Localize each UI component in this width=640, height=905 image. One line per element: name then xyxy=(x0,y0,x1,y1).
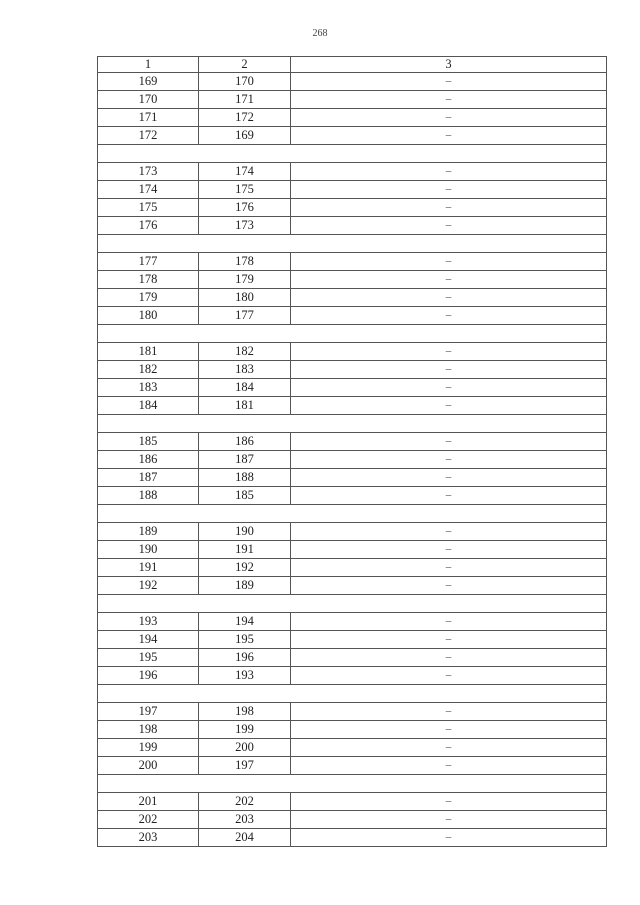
table-cell-col-3: – xyxy=(291,739,607,757)
table-cell-col-2: 190 xyxy=(199,523,291,541)
table-row xyxy=(98,307,607,325)
table-cell-col-3: – xyxy=(291,721,607,739)
column-header-2: 2 xyxy=(199,57,291,73)
table-cell-col-2: 179 xyxy=(199,271,291,289)
table-cell-col-2: 183 xyxy=(199,361,291,379)
table-cell-col-1: 192 xyxy=(98,577,199,595)
table-cell-col-2: 177 xyxy=(199,307,291,325)
table-cell-col-3: – xyxy=(291,541,607,559)
table-cell-col-1: 201 xyxy=(98,793,199,811)
table-row xyxy=(98,91,607,109)
table-cell-col-3: – xyxy=(291,379,607,397)
table-row xyxy=(98,631,607,649)
table-cell-col-2: 180 xyxy=(199,289,291,307)
table-cell-col-2: 186 xyxy=(199,433,291,451)
table-cell-col-3: – xyxy=(291,343,607,361)
table-cell-col-2: 185 xyxy=(199,487,291,505)
group-separator-cell xyxy=(98,775,607,793)
table-row xyxy=(98,73,607,91)
group-separator-row xyxy=(98,685,607,703)
table-cell-col-1: 176 xyxy=(98,217,199,235)
table-cell-col-2: 199 xyxy=(199,721,291,739)
table-cell-col-3: – xyxy=(291,829,607,847)
table-cell-col-2: 189 xyxy=(199,577,291,595)
table-cell-col-3: – xyxy=(291,433,607,451)
table-cell-col-1: 198 xyxy=(98,721,199,739)
table-row xyxy=(98,487,607,505)
data-table xyxy=(97,56,607,847)
table-cell-col-3: – xyxy=(291,73,607,91)
table-cell-col-1: 193 xyxy=(98,613,199,631)
table-cell-col-3: – xyxy=(291,667,607,685)
table-cell-col-3: – xyxy=(291,703,607,721)
group-separator-row xyxy=(98,235,607,253)
page-number: 268 xyxy=(312,28,328,39)
table-cell-col-1: 186 xyxy=(98,451,199,469)
table-cell-col-3: – xyxy=(291,757,607,775)
table-cell-col-2: 172 xyxy=(199,109,291,127)
table-cell-col-1: 194 xyxy=(98,631,199,649)
table-cell-col-2: 171 xyxy=(199,91,291,109)
table-cell-col-2: 188 xyxy=(199,469,291,487)
table-cell-col-1: 183 xyxy=(98,379,199,397)
table-cell-col-1: 200 xyxy=(98,757,199,775)
table-cell-col-2: 202 xyxy=(199,793,291,811)
table-row xyxy=(98,793,607,811)
table-cell-col-3: – xyxy=(291,613,607,631)
table-row xyxy=(98,361,607,379)
table-cell-col-1: 178 xyxy=(98,271,199,289)
group-separator-cell xyxy=(98,505,607,523)
table-row xyxy=(98,433,607,451)
table-row xyxy=(98,829,607,847)
table-cell-col-2: 203 xyxy=(199,811,291,829)
table-row xyxy=(98,811,607,829)
table-cell-col-2: 196 xyxy=(199,649,291,667)
table-cell-col-3: – xyxy=(291,307,607,325)
table-cell-col-1: 187 xyxy=(98,469,199,487)
table-cell-col-1: 172 xyxy=(98,127,199,145)
table-cell-col-2: 182 xyxy=(199,343,291,361)
table-row xyxy=(98,739,607,757)
table-cell-col-1: 175 xyxy=(98,199,199,217)
table-cell-col-3: – xyxy=(291,253,607,271)
table-cell-col-1: 196 xyxy=(98,667,199,685)
table-row xyxy=(98,253,607,271)
table-cell-col-3: – xyxy=(291,811,607,829)
table-row xyxy=(98,469,607,487)
table-cell-col-3: – xyxy=(291,559,607,577)
table-cell-col-2: 176 xyxy=(199,199,291,217)
group-separator-cell xyxy=(98,235,607,253)
table-cell-col-3: – xyxy=(291,181,607,199)
table-cell-col-2: 193 xyxy=(199,667,291,685)
table-row xyxy=(98,181,607,199)
column-header-1: 1 xyxy=(98,57,199,73)
table-cell-col-1: 169 xyxy=(98,73,199,91)
table-cell-col-1: 189 xyxy=(98,523,199,541)
table-cell-col-1: 190 xyxy=(98,541,199,559)
table-cell-col-2: 191 xyxy=(199,541,291,559)
table-cell-col-1: 184 xyxy=(98,397,199,415)
table-row xyxy=(98,127,607,145)
table-row xyxy=(98,703,607,721)
table-cell-col-2: 175 xyxy=(199,181,291,199)
table-cell-col-1: 185 xyxy=(98,433,199,451)
table-row xyxy=(98,397,607,415)
group-separator-cell xyxy=(98,595,607,613)
table-row xyxy=(98,451,607,469)
group-separator-row xyxy=(98,775,607,793)
table-cell-col-2: 174 xyxy=(199,163,291,181)
table-cell-col-1: 179 xyxy=(98,289,199,307)
table-cell-col-1: 197 xyxy=(98,703,199,721)
table-cell-col-3: – xyxy=(291,397,607,415)
table-cell-col-3: – xyxy=(291,217,607,235)
group-separator-row xyxy=(98,415,607,433)
table-cell-col-1: 182 xyxy=(98,361,199,379)
table-row xyxy=(98,217,607,235)
table-cell-col-3: – xyxy=(291,631,607,649)
table-cell-col-3: – xyxy=(291,163,607,181)
group-separator-row xyxy=(98,145,607,163)
table-cell-col-3: – xyxy=(291,289,607,307)
column-header-3: 3 xyxy=(291,57,607,73)
table-cell-col-3: – xyxy=(291,577,607,595)
table-cell-col-3: – xyxy=(291,361,607,379)
table-cell-col-2: 169 xyxy=(199,127,291,145)
table-cell-col-3: – xyxy=(291,649,607,667)
table-cell-col-2: 195 xyxy=(199,631,291,649)
table-cell-col-3: – xyxy=(291,469,607,487)
table-cell-col-3: – xyxy=(291,523,607,541)
table-cell-col-2: 194 xyxy=(199,613,291,631)
table-cell-col-1: 171 xyxy=(98,109,199,127)
table-cell-col-1: 203 xyxy=(98,829,199,847)
table-row xyxy=(98,523,607,541)
table-row xyxy=(98,379,607,397)
group-separator-cell xyxy=(98,415,607,433)
header-row xyxy=(98,57,607,73)
table-cell-col-1: 188 xyxy=(98,487,199,505)
table-cell-col-2: 200 xyxy=(199,739,291,757)
table-cell-col-1: 180 xyxy=(98,307,199,325)
table-cell-col-1: 170 xyxy=(98,91,199,109)
table-cell-col-2: 187 xyxy=(199,451,291,469)
table-cell-col-2: 184 xyxy=(199,379,291,397)
table-row xyxy=(98,577,607,595)
group-separator-cell xyxy=(98,685,607,703)
table-row xyxy=(98,559,607,577)
table-cell-col-2: 170 xyxy=(199,73,291,91)
table-row xyxy=(98,667,607,685)
group-separator-row xyxy=(98,595,607,613)
table-cell-col-1: 195 xyxy=(98,649,199,667)
table-row xyxy=(98,163,607,181)
table-cell-col-3: – xyxy=(291,109,607,127)
table-cell-col-3: – xyxy=(291,487,607,505)
table-row xyxy=(98,343,607,361)
table-cell-col-1: 177 xyxy=(98,253,199,271)
table-cell-col-3: – xyxy=(291,199,607,217)
table-row xyxy=(98,613,607,631)
table-row xyxy=(98,271,607,289)
table-body xyxy=(98,73,607,847)
table-cell-col-3: – xyxy=(291,91,607,109)
table-row xyxy=(98,109,607,127)
group-separator-cell xyxy=(98,325,607,343)
table-cell-col-3: – xyxy=(291,127,607,145)
table-cell-col-1: 199 xyxy=(98,739,199,757)
table-cell-col-1: 181 xyxy=(98,343,199,361)
table-row xyxy=(98,289,607,307)
group-separator-row xyxy=(98,505,607,523)
table-cell-col-2: 173 xyxy=(199,217,291,235)
table-cell-col-2: 181 xyxy=(199,397,291,415)
group-separator-cell xyxy=(98,145,607,163)
table-cell-col-1: 174 xyxy=(98,181,199,199)
table-cell-col-3: – xyxy=(291,451,607,469)
table-cell-col-1: 191 xyxy=(98,559,199,577)
table-row xyxy=(98,757,607,775)
group-separator-row xyxy=(98,325,607,343)
table-cell-col-2: 198 xyxy=(199,703,291,721)
table-cell-col-2: 192 xyxy=(199,559,291,577)
table-cell-col-3: – xyxy=(291,271,607,289)
table-row xyxy=(98,649,607,667)
table-cell-col-2: 204 xyxy=(199,829,291,847)
table-row xyxy=(98,199,607,217)
table-row xyxy=(98,721,607,739)
table-cell-col-1: 202 xyxy=(98,811,199,829)
table-cell-col-1: 173 xyxy=(98,163,199,181)
table-cell-col-3: – xyxy=(291,793,607,811)
table-cell-col-2: 178 xyxy=(199,253,291,271)
table-row xyxy=(98,541,607,559)
table-cell-col-2: 197 xyxy=(199,757,291,775)
